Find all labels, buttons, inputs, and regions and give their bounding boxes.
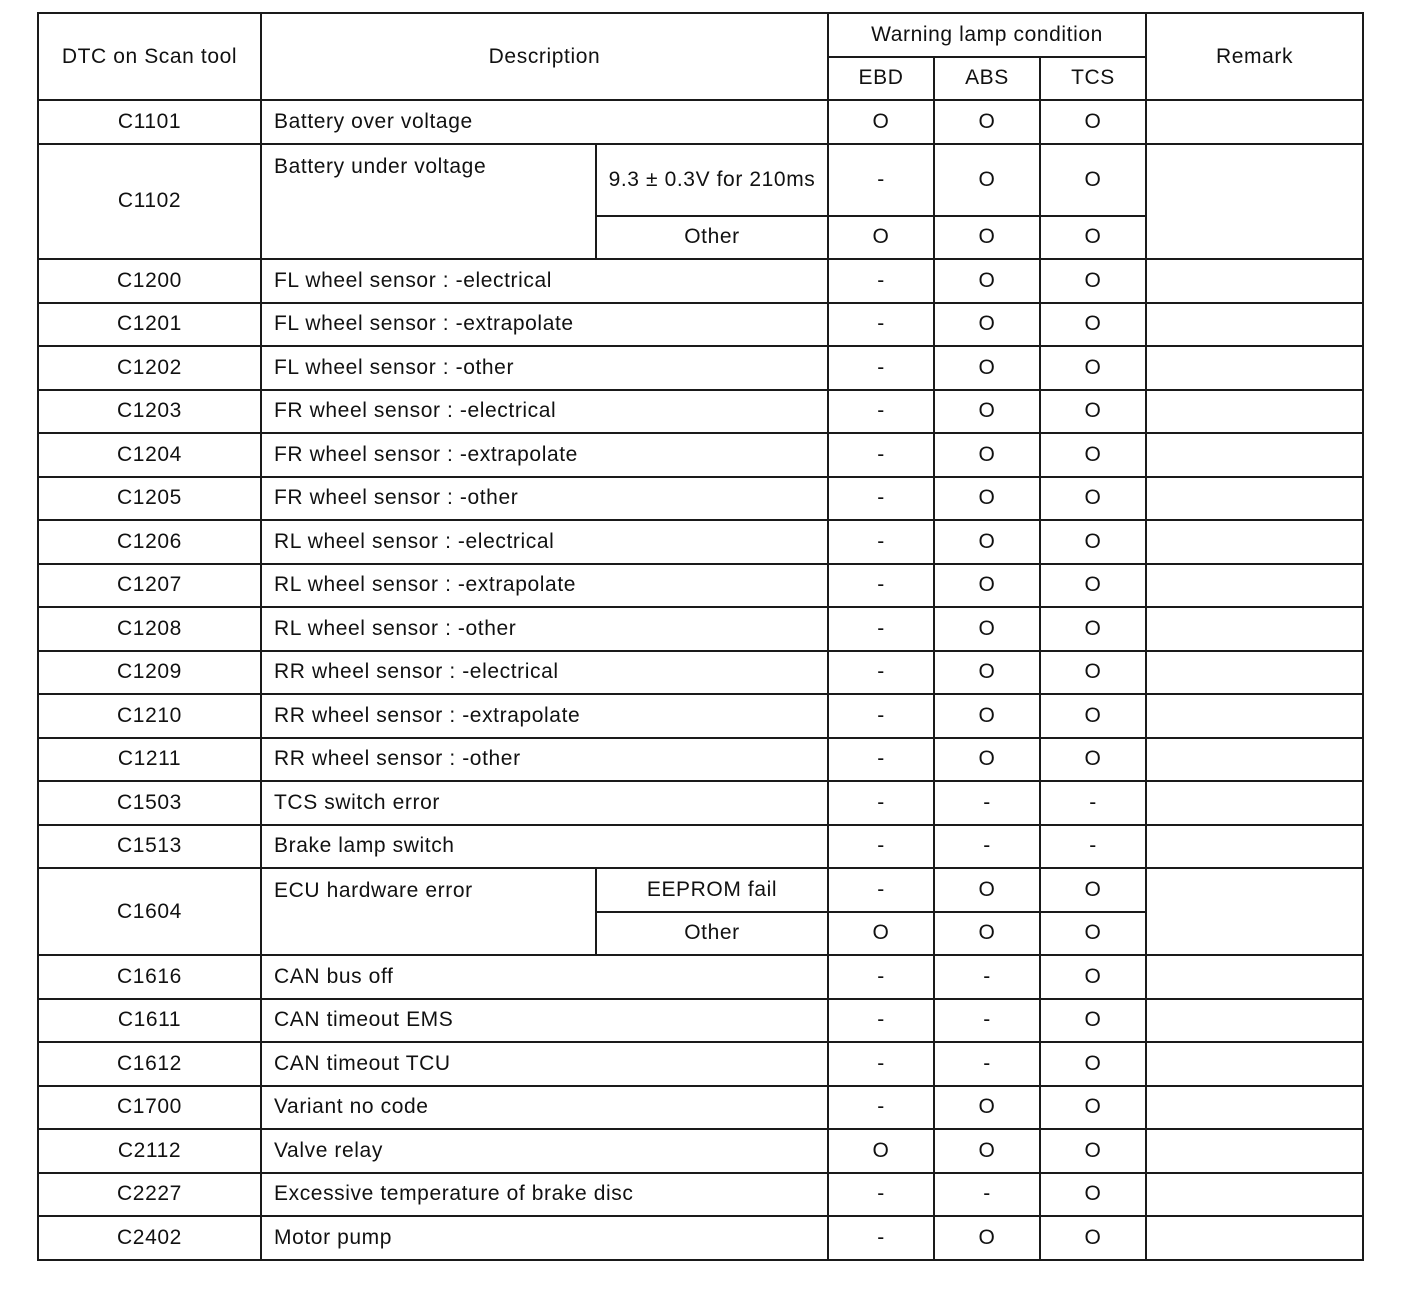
abs-lamp: O (934, 144, 1040, 216)
abs-lamp: O (934, 259, 1040, 303)
tcs-lamp: - (1040, 781, 1146, 825)
abs-lamp: O (934, 520, 1040, 564)
abs-lamp: O (934, 1216, 1040, 1260)
tcs-lamp: O (1040, 1129, 1146, 1173)
tcs-lamp: O (1040, 607, 1146, 651)
dtc-description: Battery under voltage (261, 144, 596, 260)
remark-cell (1146, 520, 1363, 564)
abs-lamp: O (934, 738, 1040, 782)
remark-cell (1146, 100, 1363, 144)
abs-lamp: O (934, 1086, 1040, 1130)
header-ebd: EBD (828, 57, 934, 101)
ebd-lamp: - (828, 651, 934, 695)
table-row (38, 433, 1363, 477)
dtc-description: Variant no code (261, 1086, 828, 1130)
remark-cell (1146, 1086, 1363, 1130)
abs-lamp: - (934, 781, 1040, 825)
ebd-lamp: - (828, 564, 934, 608)
dtc-description: TCS switch error (261, 781, 828, 825)
abs-lamp: O (934, 216, 1040, 260)
dtc-description: CAN timeout TCU (261, 1042, 828, 1086)
table-row (38, 564, 1363, 608)
abs-lamp: O (934, 912, 1040, 956)
table-row (38, 100, 1363, 144)
ebd-lamp: - (828, 694, 934, 738)
dtc-code: C1204 (38, 433, 261, 477)
dtc-description: ECU hardware error (261, 868, 596, 955)
tcs-lamp: O (1040, 346, 1146, 390)
dtc-code: C1201 (38, 303, 261, 347)
abs-lamp: O (934, 100, 1040, 144)
dtc-code: C1210 (38, 694, 261, 738)
dtc-condition: Other (596, 912, 828, 956)
dtc-description: FR wheel sensor : -electrical (261, 390, 828, 434)
dtc-description: FL wheel sensor : -electrical (261, 259, 828, 303)
remark-cell (1146, 781, 1363, 825)
ebd-lamp: - (828, 303, 934, 347)
ebd-lamp: - (828, 1216, 934, 1260)
tcs-lamp: O (1040, 738, 1146, 782)
abs-lamp: O (934, 607, 1040, 651)
tcs-lamp: O (1040, 1042, 1146, 1086)
remark-cell (1146, 651, 1363, 695)
tcs-lamp: O (1040, 868, 1146, 912)
ebd-lamp: O (828, 912, 934, 956)
tcs-lamp: O (1040, 390, 1146, 434)
abs-lamp: O (934, 390, 1040, 434)
dtc-condition: Other (596, 216, 828, 260)
dtc-code: C1513 (38, 825, 261, 869)
dtc-code: C1102 (38, 144, 261, 260)
remark-cell (1146, 738, 1363, 782)
dtc-code: C1205 (38, 477, 261, 521)
tcs-lamp: O (1040, 1216, 1146, 1260)
dtc-description: Valve relay (261, 1129, 828, 1173)
remark-cell (1146, 607, 1363, 651)
table-row (38, 999, 1363, 1043)
ebd-lamp: - (828, 433, 934, 477)
table-row (38, 259, 1363, 303)
dtc-description: RR wheel sensor : -extrapolate (261, 694, 828, 738)
dtc-code: C1206 (38, 520, 261, 564)
tcs-lamp: O (1040, 912, 1146, 956)
tcs-lamp: O (1040, 694, 1146, 738)
table-row (38, 1042, 1363, 1086)
tcs-lamp: O (1040, 259, 1146, 303)
ebd-lamp: - (828, 259, 934, 303)
abs-lamp: O (934, 651, 1040, 695)
ebd-lamp: - (828, 144, 934, 216)
remark-cell (1146, 1216, 1363, 1260)
ebd-lamp: - (828, 868, 934, 912)
dtc-code: C1209 (38, 651, 261, 695)
abs-lamp: - (934, 825, 1040, 869)
ebd-lamp: - (828, 346, 934, 390)
tcs-lamp: O (1040, 999, 1146, 1043)
table-row (38, 694, 1363, 738)
table-row (38, 390, 1363, 434)
ebd-lamp: - (828, 520, 934, 564)
tcs-lamp: O (1040, 1086, 1146, 1130)
table-row (38, 1216, 1363, 1260)
dtc-table (37, 12, 1364, 1261)
remark-cell (1146, 259, 1363, 303)
abs-lamp: O (934, 694, 1040, 738)
tcs-lamp: O (1040, 1173, 1146, 1217)
header-dtc: DTC on Scan tool (38, 13, 261, 100)
remark-cell (1146, 433, 1363, 477)
dtc-description: RL wheel sensor : -electrical (261, 520, 828, 564)
table-row (38, 520, 1363, 564)
tcs-lamp: O (1040, 303, 1146, 347)
tcs-lamp: O (1040, 100, 1146, 144)
table-row (38, 1086, 1363, 1130)
dtc-code: C1208 (38, 607, 261, 651)
abs-lamp: O (934, 433, 1040, 477)
remark-cell (1146, 564, 1363, 608)
dtc-description: FR wheel sensor : -other (261, 477, 828, 521)
remark-cell (1146, 1173, 1363, 1217)
dtc-description: Battery over voltage (261, 100, 828, 144)
dtc-code: C1616 (38, 955, 261, 999)
dtc-description: Brake lamp switch (261, 825, 828, 869)
abs-lamp: - (934, 955, 1040, 999)
remark-cell (1146, 868, 1363, 955)
remark-cell (1146, 144, 1363, 260)
dtc-condition: 9.3 ± 0.3V for 210ms (596, 144, 828, 216)
tcs-lamp: O (1040, 144, 1146, 216)
dtc-table-body (38, 13, 1363, 1260)
tcs-lamp: O (1040, 564, 1146, 608)
dtc-description: RL wheel sensor : -extrapolate (261, 564, 828, 608)
table-row (38, 1129, 1363, 1173)
abs-lamp: O (934, 477, 1040, 521)
ebd-lamp: - (828, 477, 934, 521)
remark-cell (1146, 999, 1363, 1043)
dtc-code: C1612 (38, 1042, 261, 1086)
abs-lamp: O (934, 346, 1040, 390)
ebd-lamp: - (828, 955, 934, 999)
ebd-lamp: - (828, 1173, 934, 1217)
remark-cell (1146, 346, 1363, 390)
ebd-lamp: O (828, 1129, 934, 1173)
abs-lamp: O (934, 564, 1040, 608)
header-description: Description (261, 13, 828, 100)
tcs-lamp: O (1040, 520, 1146, 564)
table-row (38, 607, 1363, 651)
ebd-lamp: - (828, 390, 934, 434)
dtc-description: RR wheel sensor : -electrical (261, 651, 828, 695)
header-row (38, 13, 1363, 57)
ebd-lamp: O (828, 216, 934, 260)
remark-cell (1146, 477, 1363, 521)
tcs-lamp: O (1040, 433, 1146, 477)
tcs-lamp: O (1040, 477, 1146, 521)
table-row (38, 868, 1363, 912)
remark-cell (1146, 955, 1363, 999)
tcs-lamp: O (1040, 651, 1146, 695)
dtc-description: FL wheel sensor : -extrapolate (261, 303, 828, 347)
header-tcs: TCS (1040, 57, 1146, 101)
table-row (38, 825, 1363, 869)
table-row (38, 1173, 1363, 1217)
dtc-code: C1604 (38, 868, 261, 955)
header-abs: ABS (934, 57, 1040, 101)
remark-cell (1146, 694, 1363, 738)
dtc-condition: EEPROM fail (596, 868, 828, 912)
dtc-code: C1203 (38, 390, 261, 434)
remark-cell (1146, 1042, 1363, 1086)
dtc-code: C2227 (38, 1173, 261, 1217)
tcs-lamp: O (1040, 216, 1146, 260)
ebd-lamp: - (828, 781, 934, 825)
dtc-description: RL wheel sensor : -other (261, 607, 828, 651)
ebd-lamp: - (828, 1042, 934, 1086)
dtc-code: C1700 (38, 1086, 261, 1130)
table-row (38, 955, 1363, 999)
dtc-description: RR wheel sensor : -other (261, 738, 828, 782)
tcs-lamp: O (1040, 955, 1146, 999)
ebd-lamp: - (828, 738, 934, 782)
dtc-description: FL wheel sensor : -other (261, 346, 828, 390)
dtc-description: CAN bus off (261, 955, 828, 999)
dtc-code: C1611 (38, 999, 261, 1043)
dtc-code: C1211 (38, 738, 261, 782)
dtc-code: C2112 (38, 1129, 261, 1173)
table-row (38, 781, 1363, 825)
table-row (38, 303, 1363, 347)
table-row (38, 346, 1363, 390)
ebd-lamp: O (828, 100, 934, 144)
dtc-code: C1207 (38, 564, 261, 608)
abs-lamp: O (934, 303, 1040, 347)
remark-cell (1146, 1129, 1363, 1173)
table-row (38, 738, 1363, 782)
ebd-lamp: - (828, 607, 934, 651)
dtc-code: C1200 (38, 259, 261, 303)
dtc-code: C1202 (38, 346, 261, 390)
table-row (38, 477, 1363, 521)
abs-lamp: - (934, 999, 1040, 1043)
dtc-description: Excessive temperature of brake disc (261, 1173, 828, 1217)
dtc-code: C1101 (38, 100, 261, 144)
ebd-lamp: - (828, 1086, 934, 1130)
dtc-description: Motor pump (261, 1216, 828, 1260)
abs-lamp: - (934, 1042, 1040, 1086)
ebd-lamp: - (828, 999, 934, 1043)
dtc-code: C2402 (38, 1216, 261, 1260)
remark-cell (1146, 390, 1363, 434)
table-row (38, 144, 1363, 216)
abs-lamp: - (934, 1173, 1040, 1217)
remark-cell (1146, 303, 1363, 347)
header-warning-lamp: Warning lamp condition (828, 13, 1146, 57)
header-remark: Remark (1146, 13, 1363, 100)
abs-lamp: O (934, 1129, 1040, 1173)
table-row (38, 651, 1363, 695)
dtc-description: FR wheel sensor : -extrapolate (261, 433, 828, 477)
dtc-code: C1503 (38, 781, 261, 825)
tcs-lamp: - (1040, 825, 1146, 869)
dtc-description: CAN timeout EMS (261, 999, 828, 1043)
remark-cell (1146, 825, 1363, 869)
ebd-lamp: - (828, 825, 934, 869)
abs-lamp: O (934, 868, 1040, 912)
